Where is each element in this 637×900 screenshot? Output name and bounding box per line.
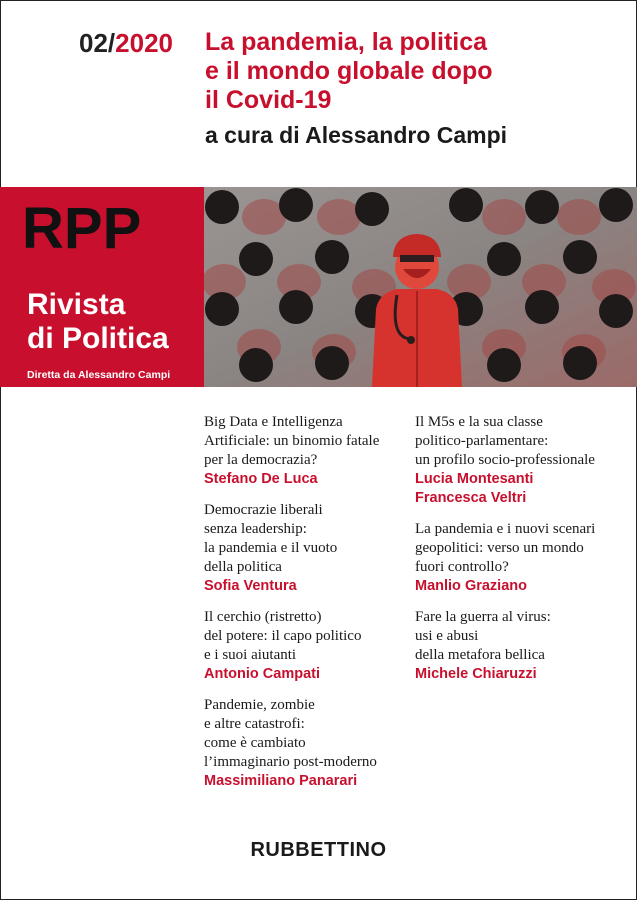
article-title: Big Data e Intelligenza Artificiale: un binomio fatale per la democrazia? <box>204 414 380 468</box>
issue-year: 2020 <box>115 28 173 58</box>
article-title: Il M5s e la sua classe politico-parlamentare: un profilo socio-professionale <box>415 414 595 468</box>
article-title: Pandemie, zombie e altre catastrofi: come è cambiato l’immaginario post-moderno <box>204 697 377 770</box>
article-item <box>204 413 404 489</box>
article-author: Stefano De Luca <box>204 471 318 487</box>
rpp-logo-text: RPP <box>22 196 142 261</box>
issue-title-line: il Covid-19 <box>205 86 332 114</box>
magazine-name-line: di Politica <box>27 322 169 355</box>
article-item <box>415 413 635 508</box>
articles-left-column <box>204 413 404 803</box>
article-author: Lucia Montesanti Francesca Veltri <box>415 471 534 506</box>
article-item <box>415 608 635 684</box>
article-item <box>415 520 635 596</box>
article-author: Michele Chiaruzzi <box>415 666 537 682</box>
article-title: Il cerchio (ristretto) del potere: il capo politico e i suoi aiutanti <box>204 609 362 663</box>
director-credit: Diretta da Alessandro Campi <box>27 369 171 381</box>
article-author: Sofia Ventura <box>204 578 297 594</box>
article-author: Manlio Graziano <box>415 578 527 594</box>
magazine-name <box>27 288 169 356</box>
rpp-logo <box>22 190 194 270</box>
article-item <box>204 501 404 596</box>
cover-illustration <box>204 187 637 387</box>
editor-credit: a cura di Alessandro Campi <box>205 122 508 148</box>
article-item <box>204 608 404 684</box>
article-author: Massimiliano Panarari <box>204 773 358 789</box>
article-title: Fare la guerra al virus: usi e abusi della metafora bellica <box>415 609 551 663</box>
publisher-logo: RUBBETTINO <box>250 839 387 861</box>
issue-title <box>205 28 493 115</box>
issue-title-line: e il mondo globale dopo <box>205 57 493 85</box>
article-title: Democrazie liberali senza leadership: la pandemia e il vuoto della politica <box>204 502 338 575</box>
magazine-name-line: Rivista <box>27 288 126 321</box>
article-item <box>204 696 404 791</box>
issue-title-line: La pandemia, la politica <box>205 28 488 56</box>
article-author: Antonio Campati <box>204 666 320 682</box>
articles-right-column <box>415 413 635 696</box>
issue-number-value: 02/ <box>79 28 116 58</box>
article-title: La pandemia e i nuovi scenari geopolitici: verso un mondo fuori controllo? <box>415 521 596 575</box>
issue-number <box>79 28 173 58</box>
